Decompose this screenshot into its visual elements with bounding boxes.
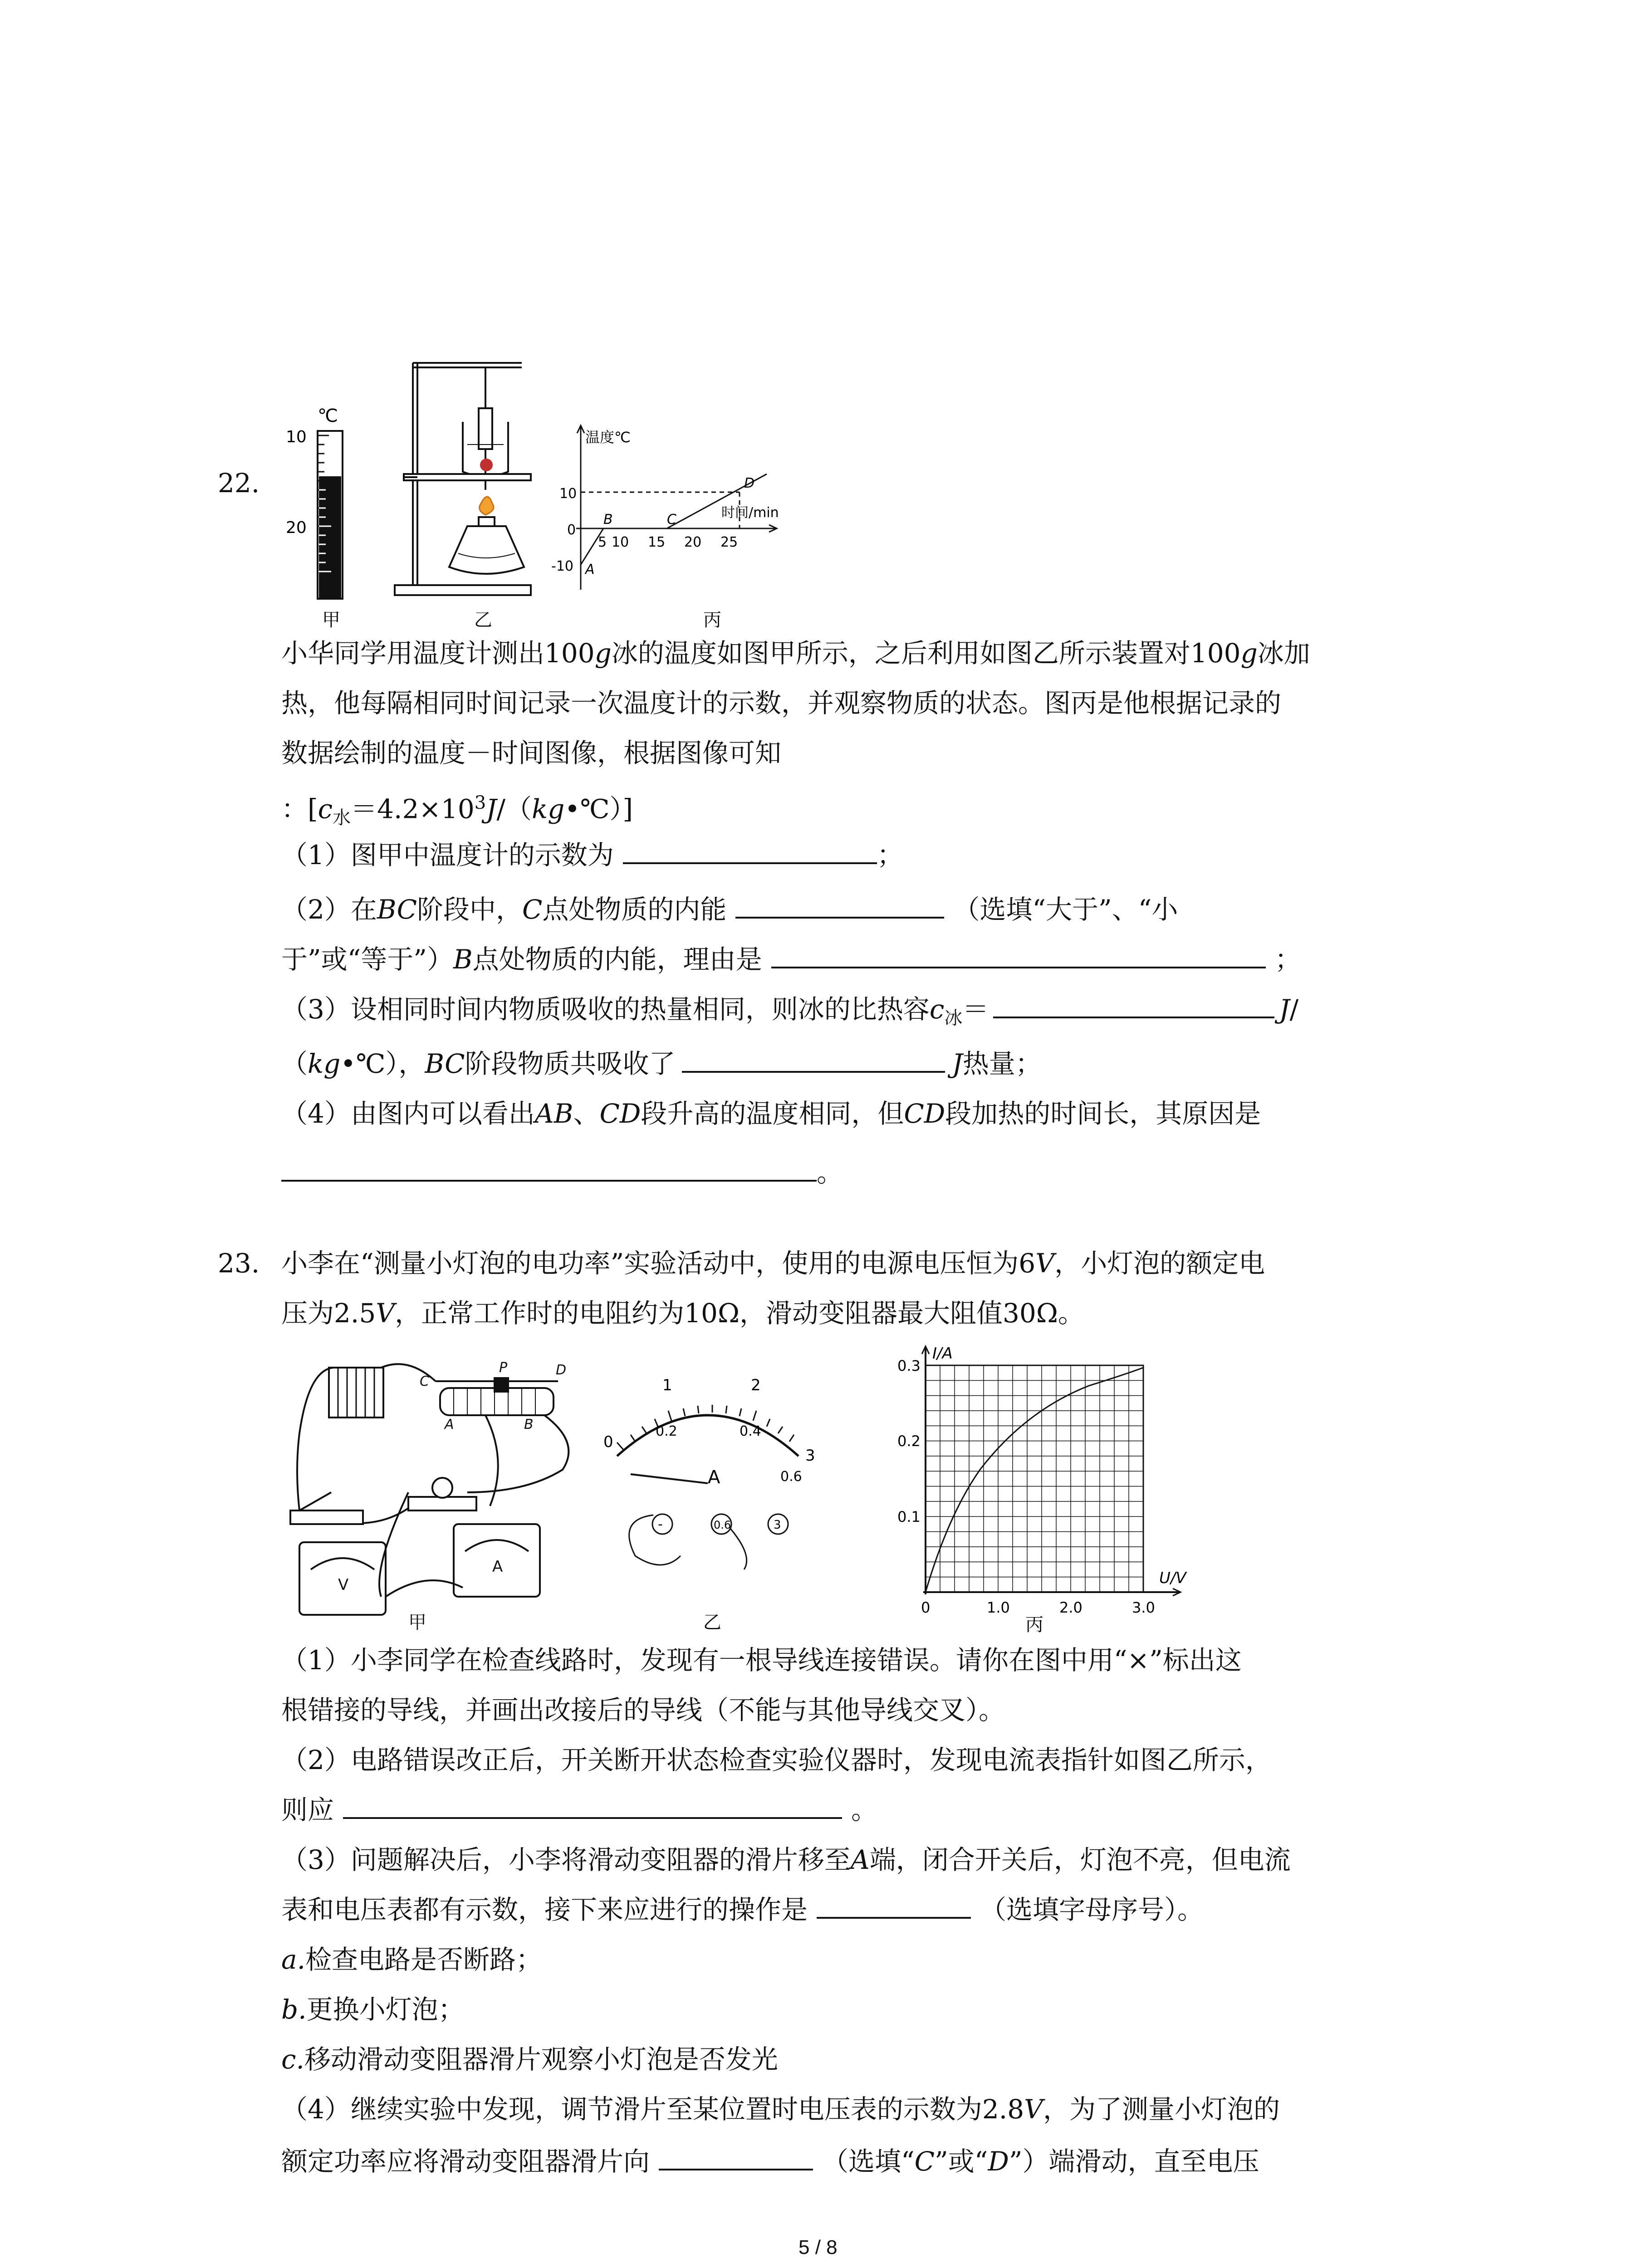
q22-intro-line1: 小华同学用温度计测出100g冰的温度如图甲所示，之后利用如图乙所示装置对100g冰加 bbox=[281, 638, 1310, 669]
q23-fig-label-bing: 丙 bbox=[1025, 1614, 1043, 1633]
iv-graph-y03: 0.3 bbox=[897, 1357, 921, 1374]
q23-part4-line2: 额定功率应将滑动变阻器滑片向 （选填“C”或“D”）端滑动，直至电压 bbox=[281, 2136, 1259, 2186]
graph-x20: 20 bbox=[684, 534, 702, 550]
q22-part3-blank2[interactable] bbox=[682, 1044, 945, 1073]
meter-terminal-0-6: 0.6 bbox=[714, 1519, 731, 1531]
meter-tick-3: 3 bbox=[805, 1447, 815, 1465]
iv-graph-x2: 2.0 bbox=[1059, 1599, 1083, 1616]
graph-y10: 10 bbox=[559, 486, 577, 502]
graph-ylabel: 温度℃ bbox=[585, 429, 631, 446]
q23-figures bbox=[272, 1343, 1207, 1633]
circuit-figure bbox=[290, 1360, 568, 1633]
q23-part4-line1: （4）继续实验中发现，调节滑片至某位置时电压表的示数为2.8V，为了测量小灯泡的 bbox=[281, 2094, 1280, 2125]
q23-option-a: a.检查电路是否断路； bbox=[281, 1944, 543, 1975]
graph-point-d: D bbox=[744, 475, 755, 491]
graph-point-b: B bbox=[603, 512, 613, 528]
circuit-label-d: D bbox=[556, 1362, 567, 1378]
iv-graph-y02: 0.2 bbox=[897, 1432, 921, 1450]
q23-intro-line2: 压为2.5V，正常工作时的电阻约为10Ω，滑动变阻器最大阻值30Ω。 bbox=[281, 1298, 1084, 1329]
meter-terminal-minus: - bbox=[658, 1516, 663, 1532]
q22-number: 22. bbox=[218, 468, 260, 499]
q22-part2-line2: 于”或“等于”）B点处物质的内能，理由是 ； bbox=[281, 934, 1301, 984]
ammeter-label: A bbox=[492, 1558, 503, 1576]
graph-xlabel: 时间/min bbox=[721, 505, 779, 521]
graph-x15: 15 bbox=[648, 534, 666, 550]
iv-graph-x3: 3.0 bbox=[1132, 1599, 1155, 1616]
q22-part2-line1: （2）在BC阶段中，C点处物质的内能 （选填“大于”、“小 bbox=[281, 885, 1178, 934]
q23-part1-line1: （1）小李同学在检查线路时，发现有一根导线连接错误。请你在图中用“×”标出这 bbox=[281, 1645, 1242, 1676]
q22-figures bbox=[268, 354, 876, 631]
q23-part3-blank[interactable] bbox=[817, 1890, 971, 1919]
meter-tick-0-4: 0.4 bbox=[740, 1423, 761, 1439]
q23-fig-label-yi: 乙 bbox=[703, 1612, 721, 1633]
iv-graph-y01: 0.1 bbox=[897, 1508, 921, 1525]
thermometer-unit: ℃ bbox=[318, 406, 338, 426]
meter-tick-1: 1 bbox=[662, 1376, 672, 1394]
graph-x5: 5 bbox=[598, 534, 607, 550]
q23-part3-line1: （3）问题解决后，小李将滑动变阻器的滑片移至A端，闭合开关后，灯泡不亮，但电流 bbox=[281, 1844, 1291, 1875]
meter-tick-2: 2 bbox=[751, 1376, 761, 1394]
thermometer-tick-20: 20 bbox=[286, 518, 307, 537]
q23-option-b: b.更换小灯泡； bbox=[281, 1994, 465, 2025]
q22-part3-blank1[interactable] bbox=[993, 989, 1274, 1018]
q22-part1-blank[interactable] bbox=[623, 835, 877, 864]
fig-label-bing: 丙 bbox=[703, 610, 721, 631]
q23-part2-line1: （2）电路错误改正后，开关断开状态检查实验仪器时，发现电流表指针如图乙所示， bbox=[281, 1745, 1272, 1775]
graph-yneg10: -10 bbox=[551, 558, 573, 574]
graph-y0: 0 bbox=[567, 522, 576, 538]
q23-number: 23. bbox=[218, 1248, 260, 1279]
heating-apparatus-figure bbox=[395, 363, 531, 631]
thermometer-figure bbox=[286, 406, 343, 631]
iv-graph-x1: 1.0 bbox=[987, 1599, 1010, 1616]
page-number: 5 / 8 bbox=[798, 2236, 838, 2258]
q22-part2-blank2[interactable] bbox=[771, 939, 1266, 968]
meter-tick-0-2: 0.2 bbox=[656, 1423, 677, 1439]
q22-part4-line1: （4）由图内可以看出AB、CD段升高的温度相同，但CD段加热的时间长，其原因是 bbox=[281, 1098, 1261, 1129]
q22-formula: ：$[c_水=4.2\times 10^3J/(kg•℃)]$ bbox=[281, 792, 633, 828]
circuit-label-p: P bbox=[499, 1360, 508, 1376]
q23-fig-label-jia: 甲 bbox=[408, 1612, 426, 1633]
q22-part3-line1: （3）设相同时间内物质吸收的热量相同，则冰的比热容$c_冰= J/$ bbox=[281, 984, 1298, 1043]
q22-part4-blank[interactable] bbox=[281, 1153, 817, 1182]
q22-intro-line3: 数据绘制的温度－时间图像，根据图像可知 bbox=[281, 738, 782, 768]
q22-part4-line2: 。 bbox=[281, 1148, 843, 1198]
q23-intro-line1: 小李在“测量小灯泡的电功率”实验活动中，使用的电源电压恒为6V，小灯泡的额定电 bbox=[281, 1248, 1265, 1279]
iv-graph-ylabel: I/A bbox=[932, 1344, 953, 1363]
q22-part1: （1）图甲中温度计的示数为 ； bbox=[281, 830, 903, 880]
q23-part3-line2: 表和电压表都有示数，接下来应进行的操作是 （选填字母序号）。 bbox=[281, 1885, 1204, 1935]
graph-x10: 10 bbox=[612, 534, 629, 550]
graph-x25: 25 bbox=[720, 534, 738, 550]
voltmeter-label: V bbox=[338, 1576, 349, 1594]
q22-part2-blank1[interactable] bbox=[735, 890, 944, 919]
q23-part2-blank[interactable] bbox=[343, 1790, 842, 1819]
meter-tick-0: 0 bbox=[603, 1433, 613, 1451]
meter-terminal-3: 3 bbox=[774, 1518, 781, 1532]
fig-label-yi: 乙 bbox=[474, 610, 492, 631]
thermometer-tick-10: 10 bbox=[286, 428, 307, 446]
circuit-label-b: B bbox=[524, 1417, 534, 1432]
q23-part2-line2: 则应 。 bbox=[281, 1785, 877, 1835]
iv-graph-x0: 0 bbox=[921, 1599, 931, 1616]
fig-label-jia: 甲 bbox=[322, 610, 340, 631]
iv-graph-xlabel: U/V bbox=[1159, 1569, 1186, 1587]
iv-graph bbox=[897, 1344, 1187, 1633]
q23-option-c: c.移动滑动变阻器滑片观察小灯泡是否发光 bbox=[281, 2044, 778, 2075]
temperature-time-graph bbox=[551, 425, 779, 631]
q22-part3-line2: （kg•℃），BC阶段物质共吸收了 J热量； bbox=[281, 1039, 1042, 1089]
graph-point-c: C bbox=[667, 512, 676, 528]
q23-part1-line2: 根错接的导线，并画出改接后的导线（不能与其他导线交叉）。 bbox=[281, 1695, 1005, 1725]
graph-point-a: A bbox=[585, 562, 595, 577]
ammeter-dial-figure bbox=[603, 1376, 815, 1633]
circuit-label-a: A bbox=[445, 1417, 454, 1432]
q23-part4-blank[interactable] bbox=[659, 2141, 813, 2170]
q22-intro-line2: 热，他每隔相同时间记录一次温度计的示数，并观察物质的状态。图丙是他根据记录的 bbox=[281, 688, 1282, 719]
meter-unit: A bbox=[708, 1467, 720, 1488]
meter-tick-0-6: 0.6 bbox=[780, 1469, 802, 1485]
circuit-label-c: C bbox=[420, 1374, 429, 1389]
